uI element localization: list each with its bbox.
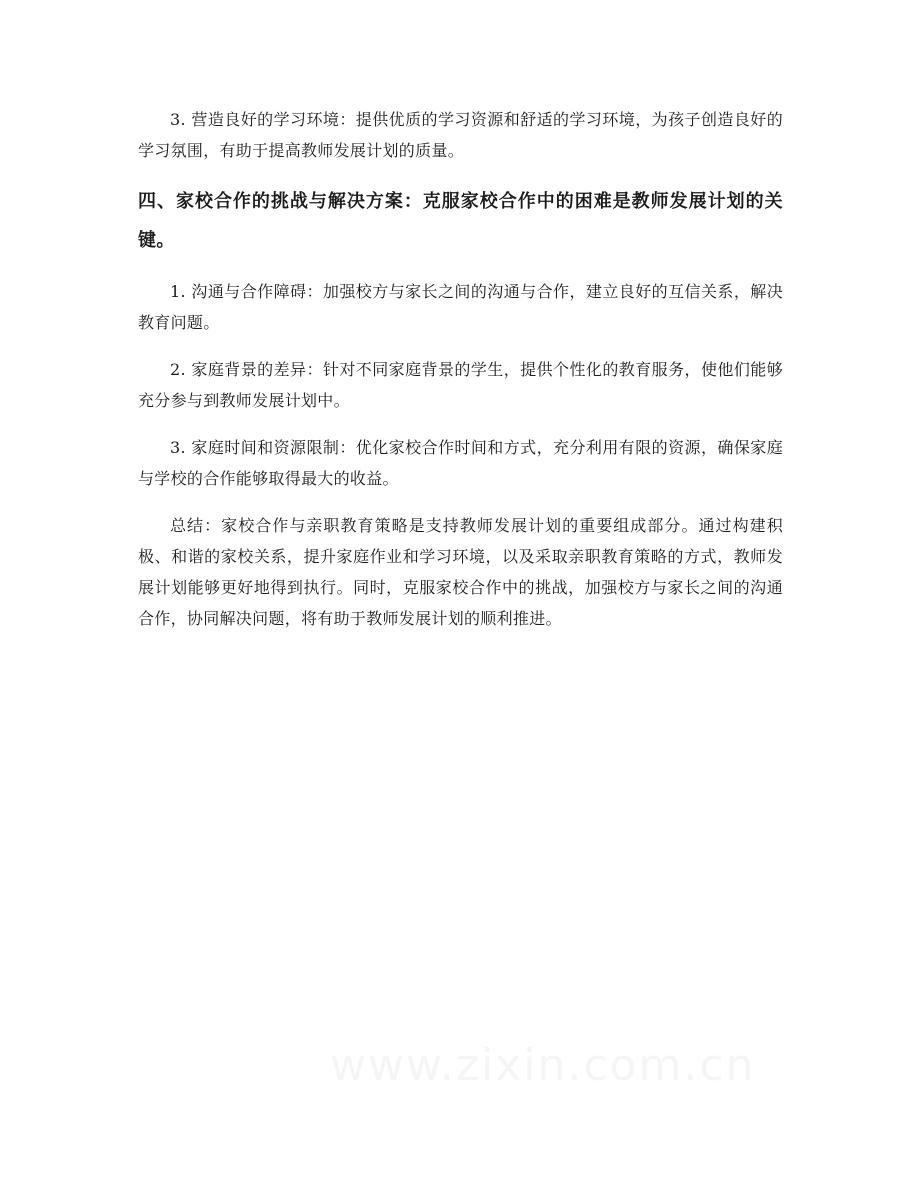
list-item-communication-barrier: 1. 沟通与合作障碍：加强校方与家长之间的沟通与合作，建立良好的互信关系，解决教育问题。 <box>138 282 783 332</box>
summary-paragraph: 总结：家校合作与亲职教育策略是支持教师发展计划的重要组成部分。通过构建积极、和谐的家校关系，提升家庭作业和学习环境，以及采取亲职教育策略的方式，教师发展计划能够更好地得到执行。同时，克服家校合作中的挑战，加强校方与家长之间的沟通合作，协同解决问题，将有助于教师发展计划的顺利推进。 <box>138 516 783 628</box>
watermark: www.zixin.com.cn <box>330 1040 756 1091</box>
list-item-learning-environment: 3. 营造良好的学习环境：提供优质的学习资源和舒适的学习环境，为孩子创造良好的学习氛围，有助于提高教师发展计划的质量。 <box>138 110 783 160</box>
section-heading-challenges: 四、家校合作的挑战与解决方案：克服家校合作中的困难是教师发展计划的关键。 <box>138 191 783 251</box>
document-body <box>138 104 783 650</box>
list-item-family-background: 2. 家庭背景的差异：针对不同家庭背景的学生，提供个性化的教育服务，使他们能够充分参与到教师发展计划中。 <box>138 360 783 410</box>
list-item-time-resources: 3. 家庭时间和资源限制：优化家校合作时间和方式，充分利用有限的资源，确保家庭与学校的合作能够取得最大的收益。 <box>138 438 783 488</box>
